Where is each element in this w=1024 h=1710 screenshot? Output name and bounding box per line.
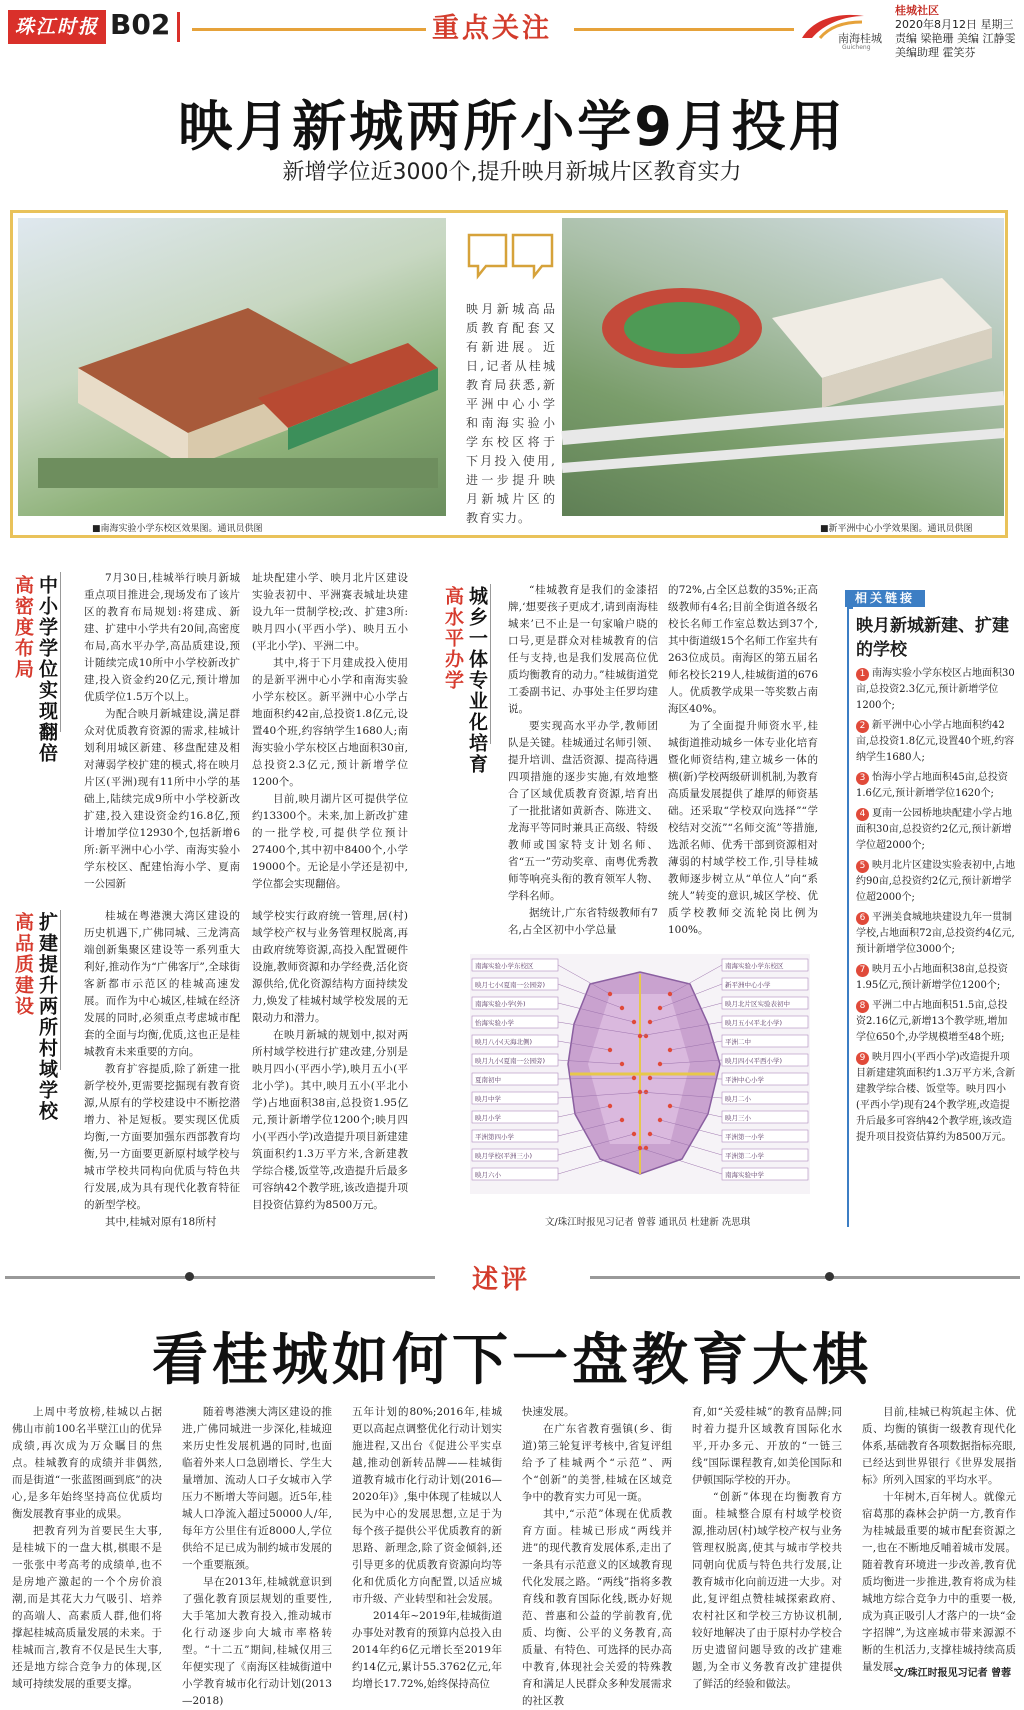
map-label: 映月七小(夏南一公园旁) <box>475 981 546 989</box>
map-graphic <box>470 954 810 1194</box>
article-col-2b <box>252 908 408 1214</box>
editorial-para: 在广东省教育强镇(乡、街道)第三轮复评考核中,省复评组给予了桂城两个“示范”、两个“创新”的美誉,桂城在区域竞争中的教育实力可见一斑。 <box>522 1423 672 1503</box>
editorial-rule-left <box>5 1276 435 1279</box>
building-illustration-right <box>562 218 1004 516</box>
map-label: 映月小学 <box>475 1114 501 1122</box>
map-school-marker <box>658 1006 662 1010</box>
article-para: 在映月新城的规划中,拟对两所村域学校进行扩建改建,分别是映月四小(平西小学),映月五小(平北小学)。其中,映月五小(平北小学)占地面积38亩,总投资1.95亿元,预计新增学位1200个;映月四小(平西小学)改造提升项目新建建筑面积约1.3万平方米,含新建教学综合楼,饭堂等,改造提升后最多可容纳42个教学班,该改造提升项目投资估算约为8500万元。 <box>252 1029 408 1211</box>
article-para: 7月30日,桂城举行映月新城重点项目推进会,现场发布了该片区的教育布局规划:将建成、新建、扩建中小学共有20间,高密度布局,高水平办学,高品质建设,预计随续完成10所中小学校新改扩建,投入资金约20亿元,预计增加优质学位1.5万个以上。 <box>84 572 240 703</box>
editorial-para: 其中,“示范”体现在优质教育方面。桂城已形成“两线并进”的现代教育发展体系,走出了一条具有示范意义的区域教育现代化发展之路。“两线”指将多教育线和教育国际化线,既办好规范、普惠和公益的学前教育,优质、均衡、公平的义务教育,高质量、有特色、可选择的民办高中教育,体现社会关爱的特殊教育和满足人民群众多种发展需求的社区教 <box>522 1508 672 1707</box>
article-para: 桂城在粤港澳大湾区建设的历史机遇下,广佛同城、三龙湾高端创新集聚区建设等一系列重大利好,推动作为“广佛客厅”,全球街客新都市示范区的桂城高速发展。而作为中心城区,桂城在经济发展的同时,必须重点考虑城市配套的全面与均衡,优质,这也正是桂城教育未来重要的方向。 <box>84 910 240 1058</box>
map-school-marker <box>648 1076 652 1080</box>
map-label: 平洲二中 <box>725 1038 751 1046</box>
map-school-marker <box>638 1146 642 1150</box>
article-para: 其中,桂城对原有18所村 <box>105 1216 217 1228</box>
editorial-col-4 <box>522 1404 672 1710</box>
article-para: 的72%,占全区总数的35%;正高级教师有4名;目前全街道各级名校长名师工作室总数达到37个,其中街道级15个名师工作室共有263位成员。南海区的第五届名师名校长219人,桂城街道的676人。优质教学成果一等奖数占南海区40%。 <box>668 584 818 715</box>
map-school-marker <box>668 992 672 996</box>
related-links-tab: 相关链接 <box>845 590 925 607</box>
editorial-para: 十年树木,百年树人。就像元宿葛那的森林会护荫一方,教育作为桂城最重要的城市配套资源之一,也在不断地反哺着城市发展。随着教育环境进一步改善,教育优质均衡进一步推进,教育将成为桂城地方综合竞争力中的重要一极,成为真正吸引人才落户的一块“金字招牌”,为这座城市带来源源不断的生机活力,支撑桂城持续高质量发展。 <box>862 1491 1016 1673</box>
editorial-col-1 <box>12 1404 162 1693</box>
map-label: 映月学校(平洲三小) <box>475 1152 533 1160</box>
sidebar-list-item <box>856 910 1016 958</box>
item-number-badge: 9 <box>856 1052 869 1065</box>
school-location-map <box>470 954 810 1194</box>
map-label: 南海实验小学东校区 <box>725 962 784 970</box>
map-label: 南海实验中学 <box>725 1171 764 1179</box>
map-label: 映月五小(平北小学) <box>725 1019 783 1027</box>
sidebar-list <box>856 666 1016 1150</box>
map-school-marker <box>668 1048 672 1052</box>
map-school-marker <box>620 1006 624 1010</box>
section-divider-1 <box>60 572 61 732</box>
article-para: “桂城教育是我们的金漆招牌,‘想要孩子更成才,请到南海桂城来’已不止是一句家喻户晓的口号,更是群众对桂城教育的信任与支持,也是我们发展高位优质均衡教育的动力。”桂城街道党工委副书记、办事处主任罗均建说。 <box>508 584 658 715</box>
editorial-label: 述评 <box>472 1265 531 1295</box>
article-col-1 <box>84 570 240 893</box>
article-para: 要实现高水平办学,教师团队是关键。桂城通过名师引领、提升培训、盘活资源、提高待遇四项措施的逐步实施,有效地整合了区域优质教育资源,培育出了一批批诸如黄新杏、陈进文、龙海平等同时兼具正高级、特级教师或国家特支计划名师、省“五一”劳动奖章、南粤优秀教师等响亮头衔的教育领军人物、学科名师。 <box>508 720 658 902</box>
article-para: 目前,映月湖片区可提供学位约13300个。未来,加上新改扩建的一批学校,可提供学位预计27400个,其中初中8400个,小学19000个。无论是小学还是初中,学位都会实现翻倍。 <box>252 793 408 890</box>
sidebar-list-item <box>856 806 1016 854</box>
page-divider <box>177 12 180 42</box>
brand-name-en: Guicheng <box>842 44 871 51</box>
map-label: 映月九小(夏南一公园旁) <box>475 1057 546 1065</box>
header-rule-right <box>574 28 794 31</box>
map-label: 平洲第一小学 <box>725 1133 764 1141</box>
editorial-para: 上周中考放榜,桂城以占据佛山市前100名半壁江山的优异成绩,再次成为万众瞩目的焦点。桂城教育的成绩并非偶然,而是街道“一张蓝图画到底”的决心,是多年始终坚持高位优质均衡发展教育事业的成果。 <box>12 1406 162 1520</box>
editorial-dot-left <box>185 1272 194 1281</box>
article-col-3 <box>508 582 658 939</box>
map-school-marker <box>632 1020 636 1024</box>
map-label: 南海实验小学东校区 <box>475 962 534 970</box>
sidebar-list-item <box>856 962 1016 994</box>
editorial-rule-right <box>590 1276 1020 1279</box>
article-col-1b <box>84 908 240 1231</box>
editorial-para: 目前,桂城已构筑起主体、优质、均衡的镇街一级教育现代化体系,基础教育各项数据指标亮眼,已经达到世界银行《世界发展指标》所列入国家的平均水平。 <box>862 1406 1016 1486</box>
item-number-badge: 5 <box>856 860 869 873</box>
photo-caption-right: ■新平洲中心小学效果图。通讯员供图 <box>820 524 973 534</box>
item-number-badge: 6 <box>856 912 869 925</box>
article-para: 据统计,广东省特级教师有7名,占全区初中小学总量 <box>508 907 658 936</box>
section-head-3-red: 高水平办学 <box>442 586 464 691</box>
item-number-badge: 7 <box>856 964 869 977</box>
editorial-col-3 <box>352 1404 502 1693</box>
article-col-4 <box>668 582 818 939</box>
page-number: B02 <box>110 8 171 41</box>
article-col-2 <box>252 570 408 893</box>
editorial-col-6 <box>862 1404 1016 1676</box>
editorial-col-2 <box>182 1404 332 1710</box>
column-name: 桂城社区 <box>895 4 939 17</box>
map-label: 新平洲中心小学 <box>725 981 771 989</box>
article-para: 教育扩容提质,除了新建一批新学校外,更需要挖掘现有教育资源,从原有的学校建设中不断挖潜增力、补足短板。要实现区优质均衡,一方面要加强东西部教育均衡,另一方面要更新原村域学校与城市学校共同构向优质与特色共行发展,成为具有现代化教育特征的新型学校。 <box>84 1063 240 1211</box>
editorial-para: 快速发展。 <box>522 1406 575 1418</box>
section-head-3-black: 城乡一体专业化培育 <box>466 586 488 775</box>
sidebar-item-text: 怡海小学占地面积45亩,总投资1.6亿元,预计新增学位1620个; <box>856 772 1008 799</box>
map-label: 怡海实验小学 <box>475 1019 514 1027</box>
issue-date: 2020年8月12日 星期三 <box>895 18 1014 31</box>
sidebar-item-text: 映月五小占地面积38亩,总投资1.95亿元,预计新增学位1200个; <box>856 964 1008 991</box>
editorial-headline: 看桂城如何下一盘教育大棋 <box>152 1328 872 1393</box>
article-para: 址块配建小学、映月北片区建设实验表初中、平洲赛表城址块建设九年一贯制学校;改、扩建3所:映月四小(平西小学)、映月五小(平北小学)、平洲二中。 <box>252 572 408 652</box>
map-label: 夏南初中 <box>475 1076 501 1084</box>
sidebar-bracket <box>847 607 853 1227</box>
section-head-2-black: 扩建提升两所村域学校 <box>36 912 58 1122</box>
masthead <box>0 0 1024 59</box>
item-number-badge: 8 <box>856 1000 869 1013</box>
editorial-dot-right <box>825 1272 834 1281</box>
building-illustration-left <box>18 218 446 516</box>
sidebar-item-text: 新平洲中心小学占地面积约42亩,总投资1.8亿元,设置40个班,约容纳学生1680人; <box>856 720 1015 763</box>
editorial-para: 2014年~2019年,桂城街道办事处对教育的预算内总投入由2014年约6亿元增长至2019年约14亿元,累计55.3762亿元,年均增长17.72%,始终保持高位 <box>352 1610 502 1690</box>
section-title: 重点关注 <box>432 13 552 44</box>
sidebar-item-text: 映月四小(平西小学)改造提升项目新建建筑面积约1.3万平方米,含新建教学综合楼、饭堂等。映月四小(平西小学)现有24个教学班,改造提升后最多可容纳42个教学班,该改造提升项目投资估算约为8500万元。 <box>856 1052 1016 1143</box>
map-school-marker <box>648 1132 652 1136</box>
map-school-marker <box>608 1048 612 1052</box>
sidebar-title: 映月新城新建、扩建的学校 <box>856 616 1009 660</box>
map-school-marker <box>608 992 612 996</box>
map-school-marker <box>658 1062 662 1066</box>
map-label: 平洲中心小学 <box>725 1076 764 1084</box>
editorial-para: “创新”体现在均衡教育方面。桂城整合原有村域学校资源,推动居(村)域学校产权与业务管理权脱离,使其与城市学校共同朝向优质与特色共行发展,让教育城市化向前迈进一大步。对此,复评组点赞桂城探索政府、农村社区和学校三方协议机制,较好地解决了由于原村办学校合历史遗留问题导致的改扩建难题,为全市义务教育改扩建提供了鲜活的经验和做法。 <box>692 1491 842 1690</box>
map-school-marker <box>620 1062 624 1066</box>
sub-headline: 新增学位近3000个,提升映月新城片区教育实力 <box>282 160 742 185</box>
editorial-byline: 文/珠江时报见习记者 曾蓉 <box>894 1668 1012 1679</box>
header-info <box>895 4 1020 60</box>
map-school-marker <box>638 1090 642 1094</box>
map-label: 映月北片区实验表初中 <box>725 1000 790 1008</box>
photo-caption-left: ■南海实验小学东校区效果图。通讯员供图 <box>92 524 263 534</box>
editorial-col-5 <box>692 1404 842 1693</box>
map-label: 平洲第二小学 <box>725 1152 764 1160</box>
section-divider-2 <box>60 910 61 1070</box>
map-school-marker <box>648 1020 652 1024</box>
sidebar-list-item <box>856 858 1016 906</box>
sidebar-list-item <box>856 666 1016 714</box>
editor-credits: 责编 梁艳珊 美编 江静雯 <box>895 32 1016 45</box>
main-headline: 映月新城两所小学9月投用 <box>178 95 846 158</box>
map-school-marker <box>620 1118 624 1122</box>
article-para: 域学校实行政府统一管理,居(村)域学校产权与业务管理权脱离,再由政府统筹资源,高投入配置硬件设施,教师资源和办学经费,活化资源供给,优化资源结构方面持续发力,焕发了桂城村域学校发展的无限动力和潜力。 <box>252 910 408 1024</box>
map-label: 映月中学 <box>475 1095 501 1103</box>
sidebar-item-text: 夏南一公园桥地块配建小学占地面积30亩,总投资约2亿元,预计新增学位超2000个; <box>856 808 1012 851</box>
school-rendering-right <box>562 218 1004 516</box>
sidebar-list-item <box>856 770 1016 802</box>
editorial-para: 随着粤港澳大湾区建设的推进,广佛同城进一步深化,桂城迎来历史性发展机遇的同时,也面临着外来人口急剧增长、学生大量增加、流动人口子女城市入学压力不断增大等问题。近5年,桂城人口净流入超过50000人/年,每年方公里住有近8000人,学位供给不足已成为制约城市发展的一个重要瓶颈。 <box>182 1406 332 1571</box>
section-head-1-red: 高密度布局 <box>12 575 34 680</box>
sidebar-list-item <box>856 1050 1016 1146</box>
editorial-para: 五年计划的80%;2016年,桂城更以高起点调整优化行动计划实施进程,又出台《促进公平实卓越,推动创新转品牌——桂城街道教育城市化行动计划(2016—2020年)》,集中体现了桂城以人民为中心的发展思想,立足于为每个孩子提供公平优质教育的新思路、新理念,除了资金倾斜,还引导更多的优质教育资源向均等化和优质化方向配置,以适应城市升级、产业转型和社会发展。 <box>352 1406 502 1605</box>
map-school-marker <box>632 1132 636 1136</box>
photo-intro-text: 映月新城高品质教育配套又有新进展。近日,记者从桂城教育局获悉,新平洲中心小学和南海实验小学东校区将于下月投入使用,进一步提升映月新城片区的教育实力。 <box>466 302 556 525</box>
editorial-para: 把教育列为首要民生大事,是桂城下的一盘大棋,棋眼不是一张张中考高考的成绩单,也不是房地产激起的一个个房价浪潮,而是其花大力气吸引、培养的高端人、高素质人群,他们将撑起桂城高质量发展的未来。于桂城而言,教育不仅是民生大事,还是地方综合竞争力的体现,区域可持续发展的重要支撑。 <box>12 1525 162 1690</box>
map-school-marker <box>668 1104 672 1108</box>
brand-name: 南海桂城 <box>838 32 882 45</box>
article-byline: 文/珠江时报见习记者 曾蓉 通讯员 杜建新 冼思琪 <box>545 1217 751 1228</box>
sidebar-item-text: 平洲美食城地块建设九年一贯制学校,占地面积72亩,总投资约4亿元,预计新增学位3000个; <box>856 912 1015 955</box>
editorial-para: 育,如“关爱桂城”的教育品牌;同时着力提升区域教育国际化水平,开办多元、开放的“一链三线”国际课程教育,如美伦国际和伊顿国际学校的开办。 <box>692 1406 842 1486</box>
assistant-credits: 美编助理 霍笑芬 <box>895 46 976 59</box>
sidebar-item-text: 南海实验小学东校区占地面积30亩,总投资2.3亿元,预计新增学位1200个; <box>856 668 1015 711</box>
editorial-para: 早在2013年,桂城就意识到了强化教育顶层规划的重要性,大手笔加大教育投入,推动城市化行动逐步向大城市率格转型。“十二五”期间,桂城仅用三年便实现了《南海区桂城街道中小学教育城市化行动计划(2013—2018) <box>182 1576 332 1707</box>
map-label: 映月二小 <box>725 1095 751 1103</box>
article-para: 为配合映月新城建设,满足群众对优质教育资源的需求,桂城计划利用城区新建、移盘配建及相对薄弱学校扩建的模式,将在映月片区(平洲)现有11所中小学的基础上,陆续完成9所中小学校新改扩建,投入建设资金约16.8亿,预计增加学位12930个,包括新增6所:新平洲中心小学、南海实验小学东校区、配建怡海小学、夏南一公园新 <box>84 708 240 890</box>
map-school-marker <box>632 1076 636 1080</box>
map-school-marker <box>608 1104 612 1108</box>
map-label: 映月四小(平西小学) <box>725 1057 783 1065</box>
item-number-badge: 2 <box>856 720 869 733</box>
map-school-marker <box>638 1034 642 1038</box>
map-label: 南海实验小学(外) <box>475 1000 526 1008</box>
map-school-marker <box>644 1090 648 1094</box>
sidebar-item-text: 平洲二中占地面积51.5亩,总投资2.16亿元,新增13个教学班,增加学位650个,办学规模增至48个班; <box>856 1000 1008 1043</box>
newspaper-logo: 珠江时报 <box>8 10 106 44</box>
section-head-1-black: 中小学学位实现翻倍 <box>36 575 58 764</box>
article-para: 为了全面提升师资水平,桂城街道推动城乡一体专业化培育暨化师资结构,建立城乡一体的横(新)学校两级研训机制,为教育高质量发展提供了雄厚的师资基础。还采取“学校双向选择”“学校结对交流”“名师交流”等措施,选派名师、优秀干部到资源相对薄弱的村域学校工作,引导桂城教师逐步树立从“单位人”向“系统人”转变的意识,城区学校、优质学校教师交流轮岗比例为100%。 <box>668 720 818 936</box>
item-number-badge: 4 <box>856 808 869 821</box>
article-para: 其中,将于下月建成投入使用的是新平洲中心小学和南海实验小学东校区。新平洲中心小学占地面积约42亩,总投资1.8亿元,设置40个班,约容纳学生1680人;南海实验小学东校区占地面积30亩,总投资2.3亿元,预计新增学位1200个。 <box>252 657 408 788</box>
speech-bubble-icon <box>466 232 556 284</box>
sidebar-list-item <box>856 718 1016 766</box>
item-number-badge: 3 <box>856 772 869 785</box>
map-label: 映月三小 <box>725 1114 751 1122</box>
section-head-2-red: 高品质建设 <box>12 912 34 1017</box>
map-label: 映月八小(天海北侧) <box>475 1038 533 1046</box>
school-rendering-left <box>18 218 446 516</box>
sidebar-item-text: 映月北片区建设实验表初中,占地约90亩,总投资约2亿元,预计新增学位超2000个; <box>856 860 1016 903</box>
map-label: 映月六小 <box>475 1171 501 1179</box>
map-school-marker <box>658 1118 662 1122</box>
item-number-badge: 1 <box>856 668 869 681</box>
sidebar-list-item <box>856 998 1016 1046</box>
map-label: 平洲第四小学 <box>475 1133 514 1141</box>
section-divider-3 <box>490 584 491 744</box>
header-rule-left <box>192 28 426 31</box>
